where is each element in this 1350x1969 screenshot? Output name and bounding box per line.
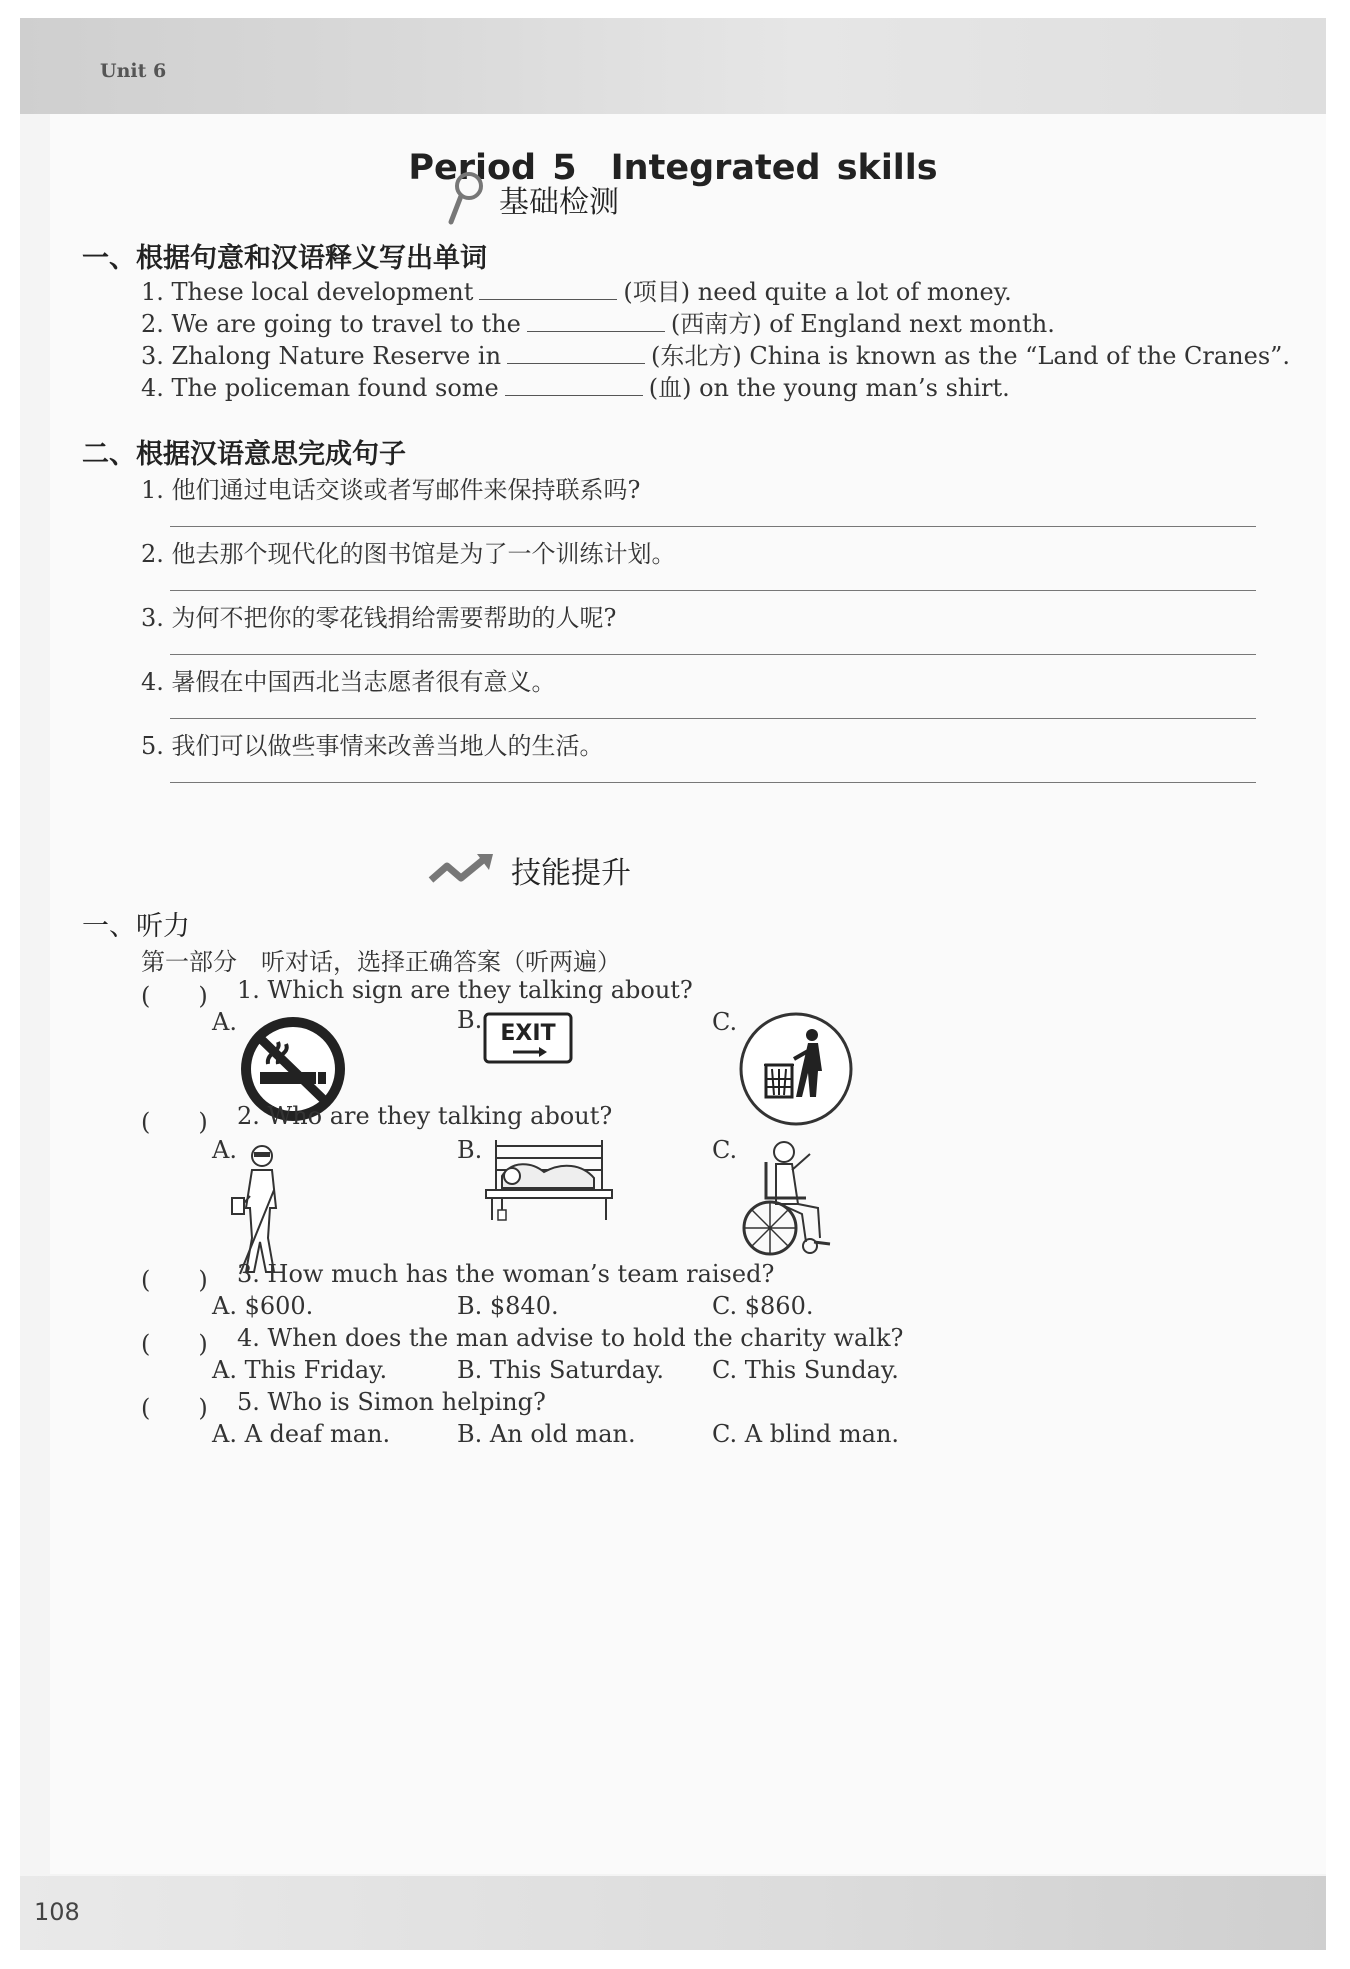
header-band <box>20 18 1326 114</box>
answer-line[interactable] <box>170 654 1256 655</box>
section-banner-basic <box>445 170 619 228</box>
question-5: 5. Who is Simon helping? <box>237 1388 546 1416</box>
option-c[interactable]: C. $860. <box>712 1292 814 1320</box>
answer-line[interactable] <box>170 590 1256 591</box>
answer-parentheses[interactable]: ( ) <box>141 1330 208 1358</box>
option-c[interactable]: C. <box>712 1136 738 1164</box>
option-c[interactable]: C. This Sunday. <box>712 1356 899 1384</box>
part1-heading: 一、根据句意和汉语释义写出单词 <box>82 243 487 274</box>
option-b[interactable]: B. An old man. <box>457 1420 636 1448</box>
fill-item-2: 2. We are going to travel to the (西南方) of England next month. <box>141 310 1055 338</box>
translate-item-1: 1. 他们通过电话交谈或者写邮件来保持联系吗? <box>141 476 641 504</box>
page-title <box>20 148 1326 188</box>
option-a[interactable]: A. This Friday. <box>212 1356 388 1384</box>
option-b[interactable]: B. $840. <box>457 1292 559 1320</box>
footer-band <box>20 1876 1326 1950</box>
magnifier-icon <box>445 170 485 228</box>
option-c[interactable]: C. A blind man. <box>712 1420 900 1448</box>
listening-heading: 一、听力 <box>82 911 190 942</box>
man-in-wheelchair-illustration <box>736 1138 836 1258</box>
option-b[interactable]: B. <box>457 1006 483 1034</box>
answer-parentheses[interactable]: ( ) <box>141 1108 208 1136</box>
answer-blank[interactable] <box>507 341 645 364</box>
translate-item-4: 4. 暑假在中国西北当志愿者很有意义。 <box>141 668 556 696</box>
answer-line[interactable] <box>170 526 1256 527</box>
lesson-name: Integrated skills <box>610 148 938 188</box>
question-3: 3. How much has the woman’s team raised? <box>237 1260 775 1288</box>
translate-item-2: 2. 他去那个现代化的图书馆是为了一个训练计划。 <box>141 540 676 568</box>
answer-blank[interactable] <box>505 373 643 396</box>
option-c[interactable]: C. <box>712 1008 738 1036</box>
section-banner-label: 技能提升 <box>511 856 631 891</box>
answer-parentheses[interactable]: ( ) <box>141 1266 208 1294</box>
fill-item-4: 4. The policeman found some (血) on the young man’s shirt. <box>141 374 1010 402</box>
fill-item-3: 3. Zhalong Nature Reserve in (东北方) China is known as the “Land of the Cranes”. <box>141 342 1291 370</box>
page-number: 108 <box>34 1898 80 1926</box>
answer-line[interactable] <box>170 718 1256 719</box>
section-banner-skills <box>427 848 631 892</box>
translate-item-5: 5. 我们可以做些事情来改善当地人的生活。 <box>141 732 604 760</box>
question-1: 1. Which sign are they talking about? <box>237 976 693 1004</box>
option-b[interactable]: B. <box>457 1136 483 1164</box>
option-b[interactable]: B. This Saturday. <box>457 1356 664 1384</box>
answer-blank[interactable] <box>527 309 665 332</box>
section-banner-label: 基础检测 <box>499 185 619 220</box>
period-label: Period 5 <box>408 148 577 188</box>
unit-label: Unit 6 <box>100 60 167 82</box>
workbook-page <box>20 18 1326 1950</box>
exit-sign-text: EXIT <box>500 1021 556 1046</box>
question-4: 4. When does the man advise to hold the charity walk? <box>237 1324 904 1352</box>
answer-parentheses[interactable]: ( ) <box>141 1394 208 1422</box>
trend-arrow-icon <box>427 850 497 890</box>
fill-item-1: 1. These local development (项目) need quite a lot of money. <box>141 278 1012 306</box>
answer-blank[interactable] <box>479 277 617 300</box>
listening-subheading: 第一部分 听对话，选择正确答案（听两遍） <box>141 948 621 976</box>
blind-man-illustration <box>230 1138 290 1278</box>
exit-sign-icon <box>483 1012 573 1064</box>
option-a[interactable]: A. $600. <box>212 1292 314 1320</box>
answer-parentheses[interactable]: ( ) <box>141 982 208 1010</box>
question-2: 2. Who are they talking about? <box>237 1102 613 1130</box>
option-a[interactable]: A. A deaf man. <box>212 1420 391 1448</box>
option-a[interactable]: A. <box>212 1008 237 1036</box>
litter-bin-sign-icon <box>738 1011 854 1127</box>
translate-item-3: 3. 为何不把你的零花钱捐给需要帮助的人呢? <box>141 604 617 632</box>
answer-line[interactable] <box>170 782 1256 783</box>
part2-heading: 二、根据汉语意思完成句子 <box>82 439 406 470</box>
homeless-man-on-bench-illustration <box>482 1136 616 1224</box>
option-a[interactable]: A. <box>212 1136 237 1164</box>
